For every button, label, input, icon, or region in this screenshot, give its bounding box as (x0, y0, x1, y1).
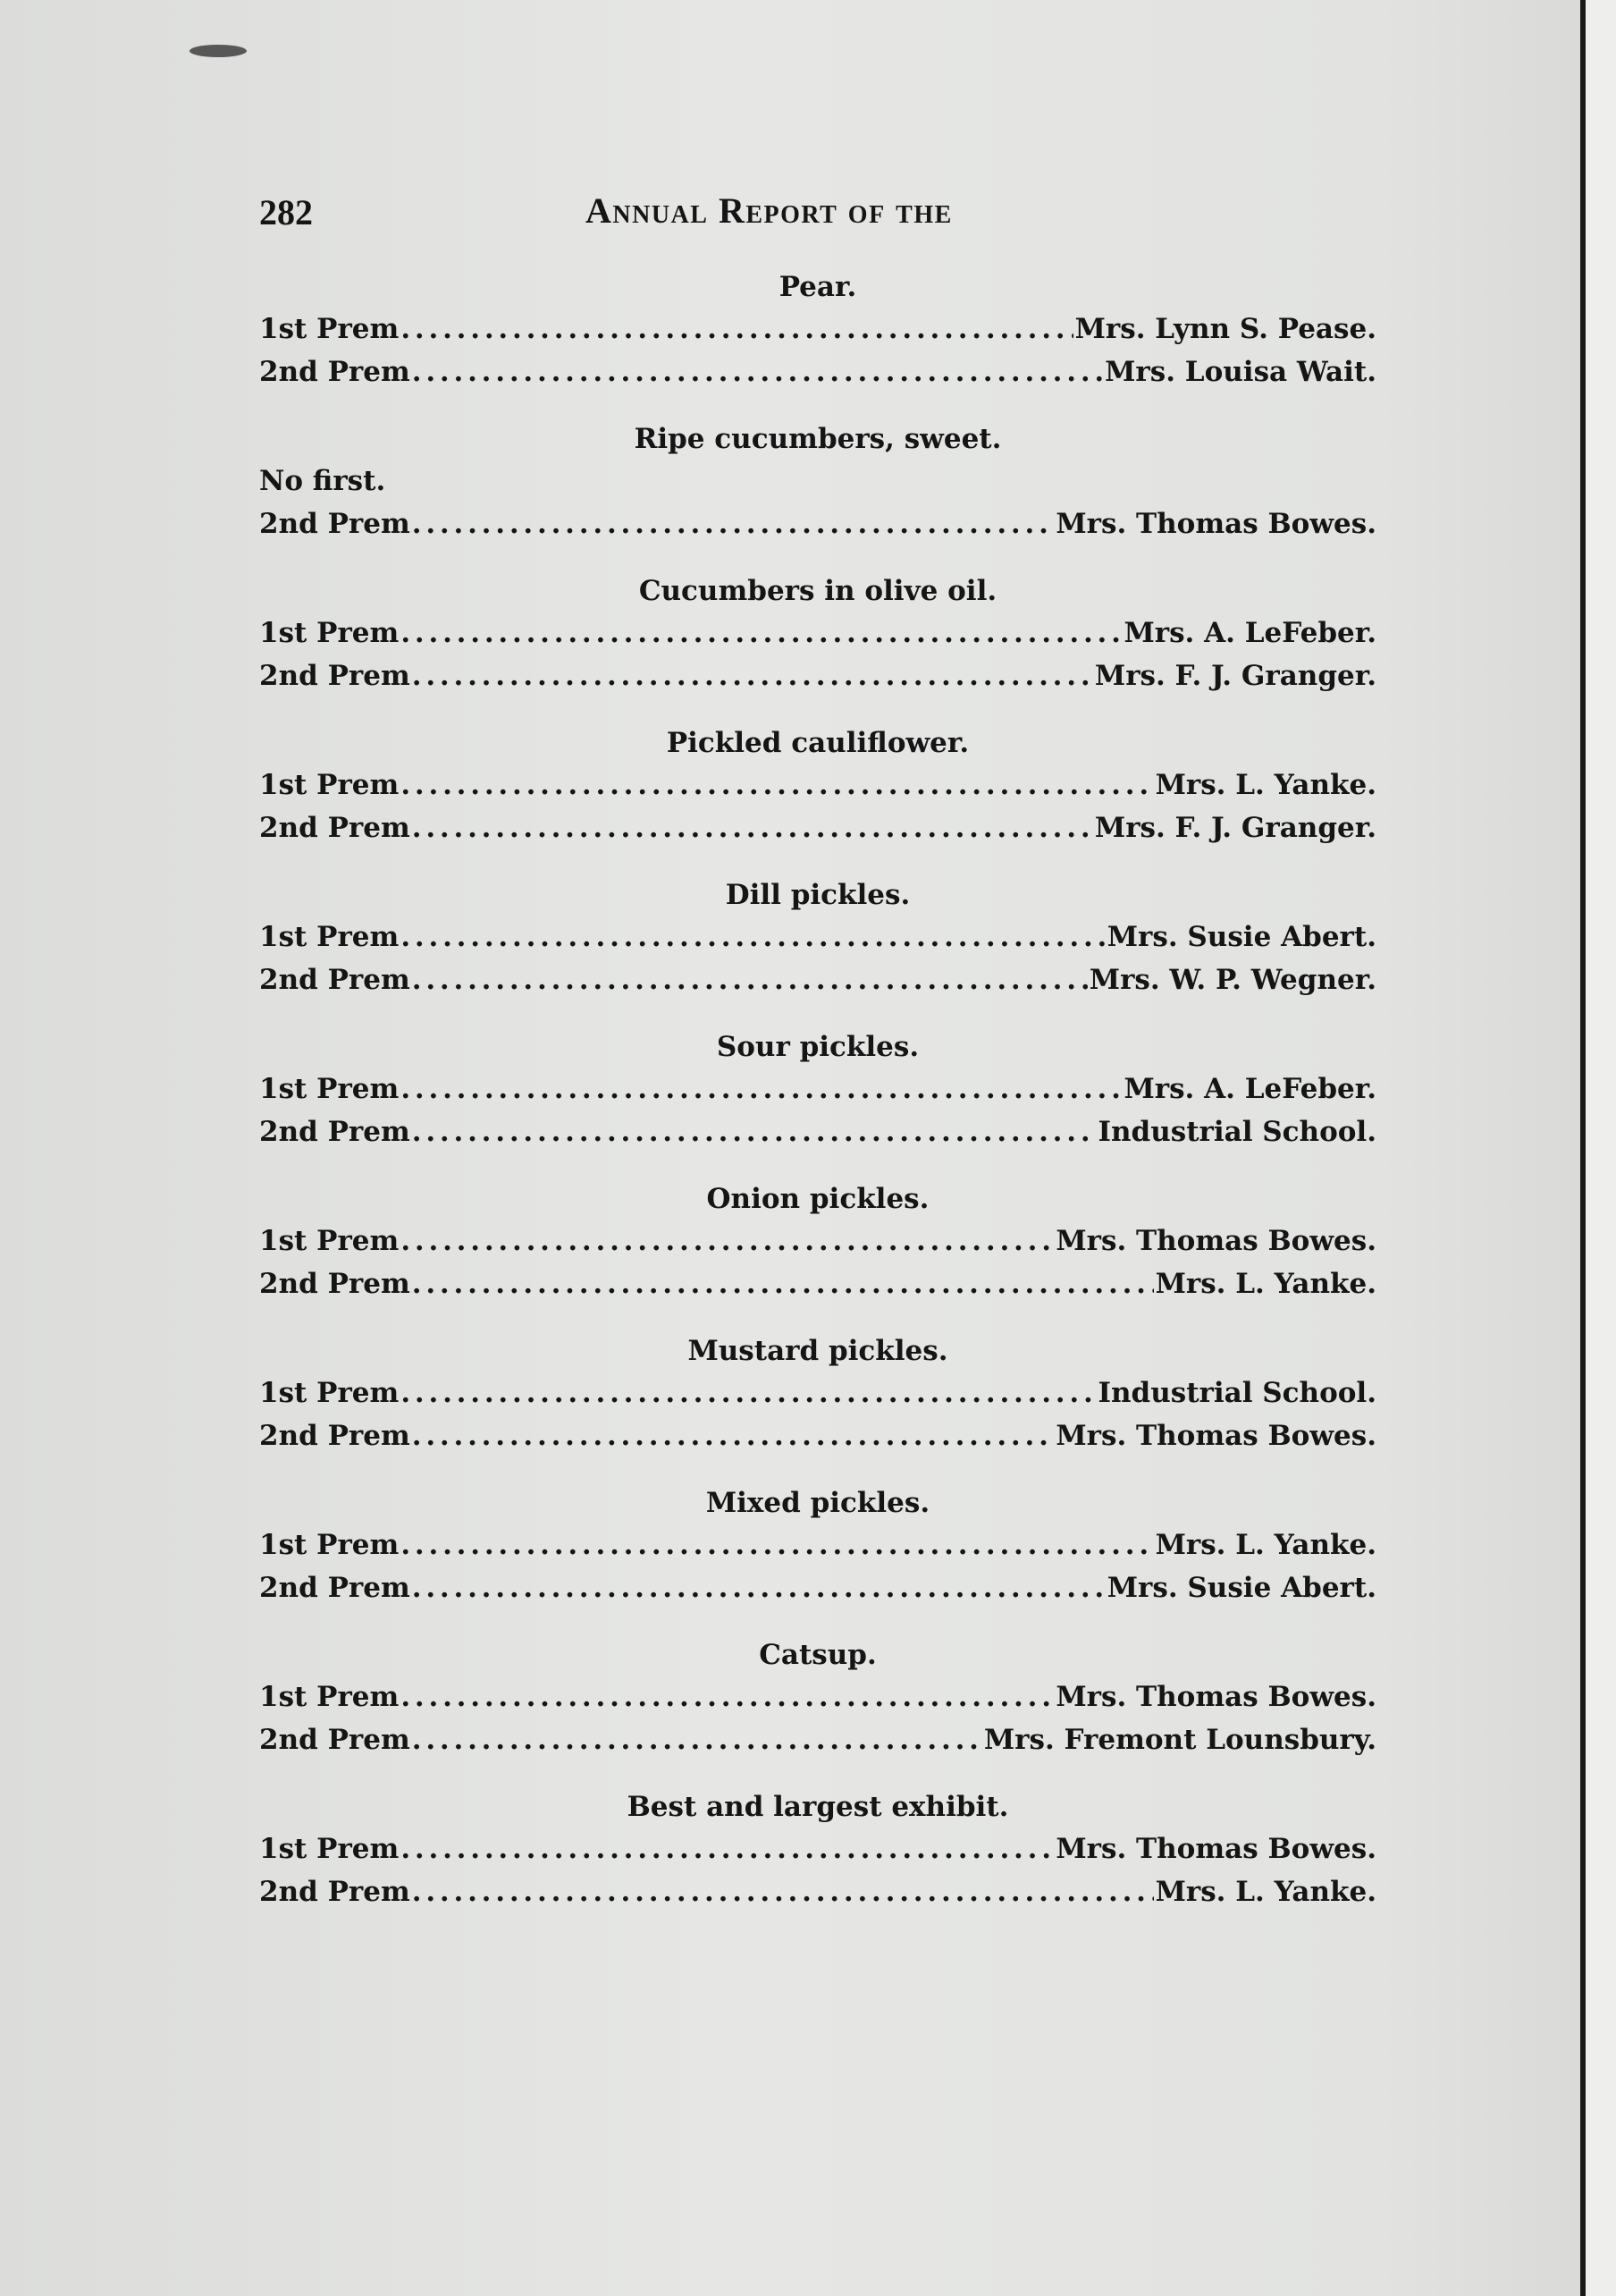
winner-name: Mrs. Susie Abert. (1107, 1572, 1376, 1604)
section-title: Onion pickles. (706, 1183, 930, 1215)
premium-entry (259, 1372, 1376, 1414)
dot-leader (400, 1372, 1096, 1414)
prize-label: 1st Prem (259, 769, 400, 801)
running-title: Annual Report of the (585, 190, 953, 231)
dot-leader (400, 612, 1122, 654)
dot-leader (400, 916, 1105, 958)
premium-entry (259, 502, 1376, 545)
dot-leader (412, 1566, 1106, 1609)
prize-label: 2nd Prem (259, 508, 410, 540)
winner-name: Industrial School. (1098, 1377, 1376, 1409)
winner-name: Mrs. L. Yanke. (1155, 769, 1376, 801)
document-page (259, 179, 1376, 1913)
premium-section (259, 1169, 1376, 1305)
prize-label: 1st Prem (259, 1225, 400, 1257)
dot-leader (400, 1676, 1054, 1718)
dot-leader (400, 1828, 1054, 1870)
dot-leader (400, 1068, 1122, 1110)
premium-entry (259, 916, 1376, 958)
premium-section (259, 1625, 1376, 1761)
premium-section (259, 865, 1376, 1001)
winner-name: Mrs. F. J. Granger. (1094, 812, 1376, 844)
winner-name: Mrs. F. J. Granger. (1094, 660, 1376, 692)
premium-entry (259, 350, 1376, 393)
winner-name: Mrs. W. P. Wegner. (1089, 964, 1376, 996)
section-title: Dill pickles. (725, 879, 911, 911)
premium-entry (259, 1414, 1376, 1457)
prize-label: 2nd Prem (259, 1268, 410, 1300)
prize-label: 1st Prem (259, 921, 400, 953)
winner-name: Mrs. L. Yanke. (1155, 1529, 1376, 1561)
premium-entry (259, 460, 1376, 502)
prize-label: 2nd Prem (259, 964, 410, 996)
premium-entry (259, 308, 1376, 350)
dot-leader (400, 1524, 1153, 1566)
page-number: 282 (259, 192, 313, 232)
winner-name: Mrs. Thomas Bowes. (1056, 1681, 1376, 1713)
winner-name: Mrs. L. Yanke. (1155, 1876, 1376, 1908)
premium-section (259, 713, 1376, 849)
prize-label: 2nd Prem (259, 660, 410, 692)
page-margin-strip (1586, 0, 1616, 2296)
winner-name: Mrs. Susie Abert. (1107, 921, 1376, 953)
page-header (259, 179, 1376, 241)
section-title: Pear. (779, 271, 857, 303)
dot-leader (412, 806, 1093, 849)
premium-section (259, 1777, 1376, 1913)
prize-label: 1st Prem (259, 1529, 400, 1561)
winner-name: Mrs. Fremont Lounsbury. (983, 1724, 1376, 1756)
premium-section (259, 1017, 1376, 1153)
prize-label: 1st Prem (259, 313, 400, 345)
premium-entry (259, 1676, 1376, 1718)
winner-name: Mrs. A. LeFeber. (1124, 1073, 1376, 1105)
prize-label: 2nd Prem (259, 1420, 410, 1452)
premium-entry (259, 1068, 1376, 1110)
dot-leader (412, 1718, 982, 1761)
premium-entry (259, 1220, 1376, 1262)
section-title: Mustard pickles. (687, 1335, 948, 1367)
premium-entry (259, 654, 1376, 697)
section-title: Pickled cauliflower. (666, 727, 970, 759)
premium-section (259, 561, 1376, 697)
premium-entry (259, 958, 1376, 1001)
premium-entry (259, 1110, 1376, 1153)
winner-name: Mrs. Thomas Bowes. (1056, 1833, 1376, 1865)
prize-label: 2nd Prem (259, 1876, 410, 1908)
prize-label: No first. (259, 465, 386, 497)
premium-entry (259, 1828, 1376, 1870)
section-title: Sour pickles. (716, 1031, 920, 1063)
premium-entry (259, 612, 1376, 654)
dot-leader (412, 1110, 1097, 1153)
prize-label: 1st Prem (259, 1681, 400, 1713)
dot-leader (412, 1870, 1154, 1913)
prize-label: 2nd Prem (259, 1116, 410, 1148)
prize-label: 1st Prem (259, 617, 400, 649)
winner-name: Mrs. L. Yanke. (1155, 1268, 1376, 1300)
premium-entry (259, 764, 1376, 806)
dot-leader (412, 350, 1103, 393)
section-title: Mixed pickles. (705, 1487, 930, 1519)
prize-label: 1st Prem (259, 1377, 400, 1409)
premium-entry (259, 1566, 1376, 1609)
winner-name: Mrs. Louisa Wait. (1105, 356, 1376, 388)
dot-leader (400, 308, 1073, 350)
premium-entry (259, 806, 1376, 849)
prize-label: 2nd Prem (259, 1724, 410, 1756)
prize-label: 2nd Prem (259, 356, 410, 388)
prize-label: 1st Prem (259, 1833, 400, 1865)
premium-entry (259, 1524, 1376, 1566)
dot-leader (400, 1220, 1054, 1262)
winner-name: Industrial School. (1098, 1116, 1376, 1148)
section-title: Catsup. (759, 1639, 877, 1671)
ink-smudge (189, 45, 247, 57)
dot-leader (412, 1414, 1055, 1457)
section-title: Cucumbers in olive oil. (638, 575, 997, 607)
premium-section (259, 409, 1376, 545)
premium-entry (259, 1262, 1376, 1305)
dot-leader (412, 958, 1088, 1001)
winner-name: Mrs. A. LeFeber. (1124, 617, 1376, 649)
premium-section (259, 1321, 1376, 1457)
section-title: Best and largest exhibit. (627, 1791, 1009, 1823)
winner-name: Mrs. Thomas Bowes. (1056, 1420, 1376, 1452)
dot-leader (400, 764, 1153, 806)
winner-name: Mrs. Thomas Bowes. (1056, 508, 1376, 540)
premium-entry (259, 1870, 1376, 1913)
premium-section (259, 257, 1376, 393)
premium-entry (259, 1718, 1376, 1761)
dot-leader (412, 1262, 1154, 1305)
prize-label: 1st Prem (259, 1073, 400, 1105)
winner-name: Mrs. Thomas Bowes. (1056, 1225, 1376, 1257)
prize-label: 2nd Prem (259, 1572, 410, 1604)
winner-name: Mrs. Lynn S. Pease. (1074, 313, 1376, 345)
section-title: Ripe cucumbers, sweet. (634, 423, 1002, 455)
dot-leader (412, 502, 1055, 545)
premium-section (259, 1473, 1376, 1609)
dot-leader (412, 654, 1093, 697)
prize-label: 2nd Prem (259, 812, 410, 844)
premium-list (259, 257, 1376, 1913)
